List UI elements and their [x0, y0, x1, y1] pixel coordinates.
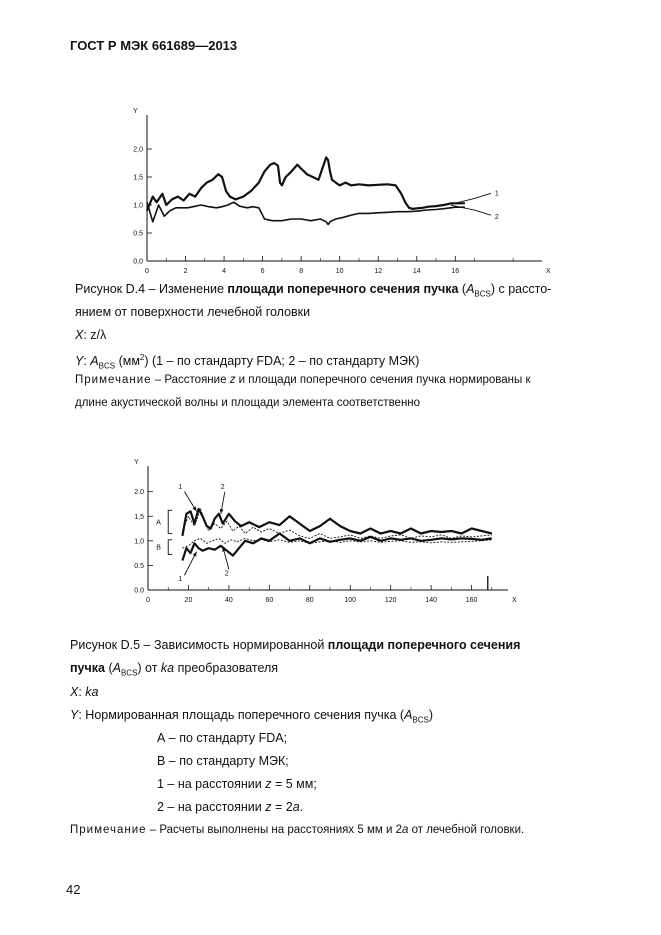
figure-d5-chart: [112, 460, 542, 610]
y-tick-label: 2,0: [133, 146, 143, 154]
x-tick-label: 2: [183, 268, 188, 275]
y-tick-label: 1,0: [134, 538, 144, 546]
arrow-1-bottom-label: 1: [178, 576, 183, 584]
figure-d5-caption: Рисунок D.5 – Зависимость нормированной площади поперечного сечения: [70, 638, 521, 652]
figure-d4-note: Примечание – Расстояние z и площади поперечного сечения пучка нормированы к: [75, 374, 531, 386]
x-tick-label: 10: [335, 268, 344, 275]
series-line-B1: [182, 534, 491, 561]
arrow-1-top-head: [192, 506, 196, 511]
x-tick-label: 80: [305, 597, 314, 604]
y-axis-label: Y: [134, 459, 139, 466]
x-tick-label: 16: [451, 268, 460, 275]
x-tick-label: 40: [225, 597, 233, 604]
series-line-2: [147, 202, 465, 224]
x-tick-label: 120: [384, 597, 397, 604]
x-tick-label: 0: [146, 597, 150, 604]
y-tick-label: 1,5: [134, 513, 144, 521]
series-line-A1: [182, 509, 491, 536]
arrow-2-bottom-label: 2: [224, 570, 229, 578]
x-tick-label: 12: [374, 268, 383, 275]
x-tick-label: 6: [260, 268, 265, 275]
legend-1: 1 – на расстоянии z = 5 мм;: [157, 777, 317, 791]
x-axis-label: X: [512, 597, 517, 604]
series-line-1: [147, 157, 465, 210]
figure-d4-caption-line2: янием от поверхности лечебной головки: [75, 305, 311, 319]
y-tick-label: 1,5: [133, 174, 143, 182]
page-number: 42: [66, 882, 81, 897]
legend-a: А – по стандарту FDA;: [157, 731, 288, 745]
legend-b: В – по стандарту МЭК;: [157, 754, 289, 768]
x-tick-label: 100: [344, 597, 357, 604]
y-tick-label: 0.0: [134, 587, 144, 595]
arrow-2-top-label: 2: [220, 484, 225, 492]
x-tick-label: 4: [222, 268, 227, 275]
y-tick-label: 2.0: [134, 489, 144, 497]
figure-d4-y-label: Y: $A_{BCS}$ $(мм^2)$ (1 – по стандарту FDA; 2 – по стандарту МЭК): [75, 353, 420, 371]
x-tick-label: 160: [465, 597, 478, 604]
series-2-label: 2: [494, 214, 499, 222]
x-tick-label: 20: [184, 597, 193, 604]
document-header: ГОСТ Р МЭК 661689—2013: [70, 38, 238, 53]
x-axis-label: X: [546, 268, 551, 275]
series-1-leader: [451, 193, 491, 204]
figure-d5-note: Примечание – Расчеты выполнены на расстояниях 5 мм и 2a от лечебной головки.: [70, 824, 525, 836]
y-tick-label: 0,0: [133, 258, 143, 266]
series-1-label: 1: [494, 190, 499, 198]
legend-2: 2 – на расстоянии z = 2a.: [157, 800, 304, 814]
x-tick-label: 140: [425, 597, 437, 604]
x-tick-label: 60: [265, 597, 274, 604]
x-tick-label: 0: [145, 268, 149, 275]
figure-d5-y-label: Y: Нормированная площадь поперечного сечения пучка $(A_{BCS})$: [70, 708, 434, 725]
figure-d4-chart: [112, 108, 562, 277]
x-tick-label: 8: [299, 268, 304, 275]
x-tick-label: 14: [412, 268, 421, 275]
y-axis-label: Y: [133, 108, 138, 115]
figure-d4-caption: Рисунок D.4 – Изменение площади поперечного сечения пучка $(A_{BCS})$ с рассто-: [75, 282, 552, 299]
figure-d4-x-label: X: z/λ: [75, 328, 107, 342]
y-tick-label: 0.5: [134, 562, 144, 570]
bracket-a: [168, 510, 172, 533]
y-tick-label: 0.5: [133, 230, 143, 238]
bracket-b: [168, 540, 172, 555]
arrow-2-top-head: [220, 509, 224, 514]
figure-d4-note-line2: длине акустической волны и площади элемента соответственно: [75, 397, 421, 409]
figure-d5-x-label: X: ka: [70, 685, 99, 699]
y-tick-label: 1,0: [133, 202, 143, 210]
bracket-a-label: A: [156, 519, 161, 527]
figure-d5-caption-line2: пучка $(A_{BCS})$ от ka преобразователя: [70, 661, 279, 678]
bracket-b-label: B: [156, 544, 161, 552]
series-2-leader: [451, 205, 491, 215]
arrow-1-top-label: 1: [178, 484, 183, 492]
